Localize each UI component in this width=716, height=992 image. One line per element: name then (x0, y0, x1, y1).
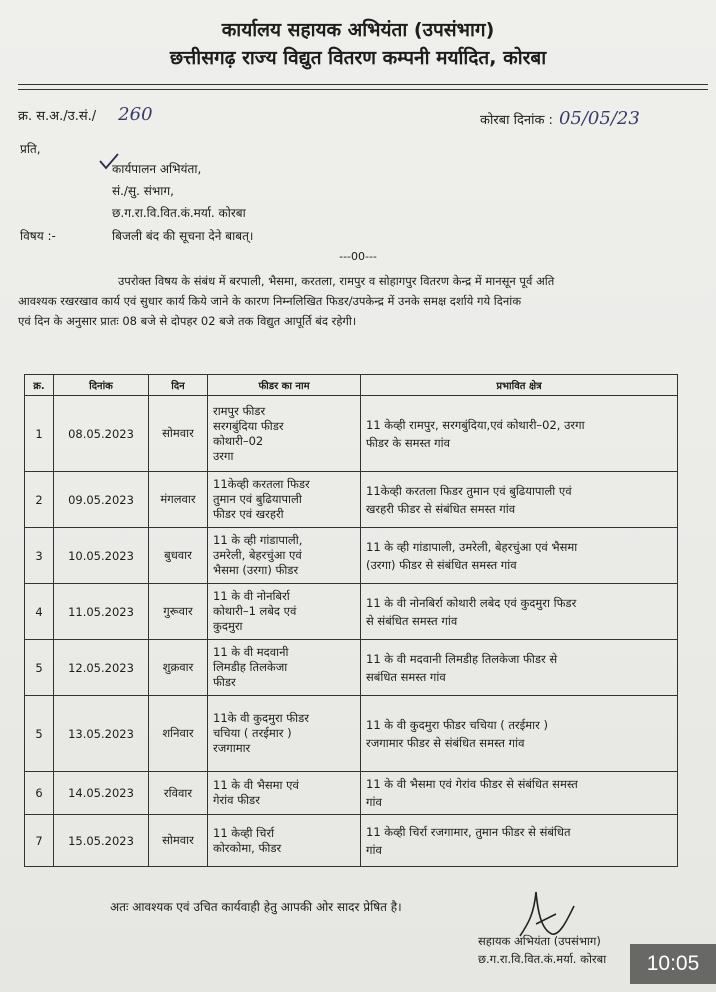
subject-label: विषय :- (20, 229, 56, 243)
row-affected-area (361, 696, 678, 772)
row-affected-area (361, 584, 678, 640)
feeder-line: 11 केव्ही चिर्रा (213, 825, 275, 840)
feeder-line: भैसमा (उरगा) फीडर (213, 563, 299, 577)
header-day: दिन (149, 375, 208, 396)
feeder-line: रामपुर फीडर (213, 403, 266, 418)
table-row (25, 696, 678, 772)
area-line: 11 के वी भैसमा एवं गेरांव फीडर से संबंधित समस्त (366, 777, 578, 791)
area-line: 11 के व्ही गांडापाली, उमरेली, बेहरचुंआ एवं भैसमा (366, 539, 578, 554)
feeder-line: लिमडीह तिलकेजा (213, 660, 288, 674)
addressee-line: सं./सु. संभाग, (112, 184, 174, 198)
row-feeder (208, 396, 361, 472)
area-line: (उरगा) फीडर से संबंधित समस्त गांव (366, 557, 517, 572)
row-sno: 2 (25, 472, 54, 528)
feeder-line: तुमान एवं बुढियापाली (213, 492, 302, 506)
table-row (25, 640, 678, 696)
feeder-line: 11 के वी मदवानी (213, 645, 289, 659)
addressee-line: छ.ग.रा.वि.वित.कं.मर्या. कोरबा (112, 206, 246, 220)
feeder-line: 11 के वी भैसमा एवं (213, 778, 299, 792)
table-row (25, 584, 678, 640)
area-line: सबंधित समस्त गांव (366, 669, 446, 684)
feeder-line: उरगा (213, 448, 234, 463)
reference-number: 260 (118, 104, 153, 125)
header-affected-area: प्रभावित क्षेत्र (361, 375, 678, 396)
row-feeder (208, 696, 361, 772)
feeder-line: 11के वी कुदमुरा फीडर (213, 711, 310, 725)
feeder-line: रजगामार (213, 741, 251, 755)
row-day: रविवार (149, 772, 208, 815)
feeder-line: कोथारी–1 लबेद एवं (213, 604, 297, 618)
row-day: मंगलवार (149, 472, 208, 528)
feeder-line: सरगबुंदिया फीडर (213, 418, 284, 433)
row-affected-area (361, 472, 678, 528)
area-line: 11 केव्ही चिर्रा रजगामार, तुमान फीडर से संबंधित (366, 824, 571, 839)
row-day: सोमवार (149, 396, 208, 472)
addressee-line: कार्यपालन अभियंता, (112, 162, 202, 176)
row-feeder (208, 528, 361, 584)
table-row (25, 528, 678, 584)
area-line: 11 के वी कुदमुरा फीडर चचिया ( तरईमार ) (366, 717, 548, 732)
signatory-office: छ.ग.रा.वि.वित.कं.मर्या. कोरबा (478, 952, 607, 966)
area-line: गांव (366, 795, 382, 809)
row-day: सोमवार (149, 815, 208, 867)
row-affected-area (361, 640, 678, 696)
area-line: 11 के वी मदवानी लिमडीह तिलकेजा फीडर से (366, 651, 558, 666)
row-affected-area (361, 772, 678, 815)
row-date: 08.05.2023 (54, 396, 149, 472)
row-affected-area (361, 396, 678, 472)
feeder-line: फीडर (213, 675, 236, 689)
row-date: 11.05.2023 (54, 584, 149, 640)
feeder-line: 11 के व्ही गांडापाली, (213, 533, 303, 547)
date-line (480, 108, 640, 129)
row-sno: 5 (25, 640, 54, 696)
row-date: 15.05.2023 (54, 815, 149, 867)
row-date: 13.05.2023 (54, 696, 149, 772)
row-sno: 4 (25, 584, 54, 640)
body-line: आवश्यक रखरखाव कार्य एवं सुधार कार्य किये जाने के कारण निम्नलिखित फिडर/उपकेन्द्र में उनके समक्ष दर्शाये गये दिनांक (18, 294, 522, 308)
area-line: फीडर के समस्त गांव (366, 435, 451, 450)
row-feeder (208, 472, 361, 528)
table-row (25, 772, 678, 815)
area-line: गांव (366, 842, 382, 857)
separator: ---00--- (339, 250, 377, 263)
feeder-line: कोरकोमा, फीडर (213, 840, 282, 855)
subject-text: बिजली बंद की सूचना देने बाबत्। (112, 229, 254, 243)
area-line: 11 के वी नोनबिर्रा कोथारी लबेद एवं कुदमुरा फिडर (366, 595, 577, 610)
row-feeder (208, 640, 361, 696)
row-sno: 1 (25, 396, 54, 472)
reference-line (18, 104, 153, 125)
letter-date: 05/05/23 (558, 108, 640, 129)
row-feeder (208, 584, 361, 640)
row-sno: 3 (25, 528, 54, 584)
table-row (25, 815, 678, 867)
company-title: छत्तीसगढ़ राज्य विद्युत वितरण कम्पनी मर्यादित, कोरबा (169, 47, 547, 69)
closing-line: अतः आवश्यक एवं उचित कार्यवाही हेतु आपकी ओर सादर प्रेषित है। (110, 900, 402, 914)
header-rule (18, 84, 708, 85)
row-date: 10.05.2023 (54, 528, 149, 584)
table-row (25, 396, 678, 472)
reference-label: क्र. स.अ./उ.सं./ (18, 109, 97, 124)
addressee-prefix: प्रति, (20, 142, 41, 156)
body-line: एवं दिन के अनुसार प्रातः 08 बजे से दोपहर 02 बजे तक विद्युत आपूर्ति बंद रहेगी। (18, 314, 357, 328)
date-label: कोरबा दिनांक : (480, 113, 553, 128)
table-row (25, 472, 678, 528)
header-feeder: फीडर का नाम (208, 375, 361, 396)
area-line: 11केव्ही करतला फिडर तुमान एवं बुढियापाली एवं (366, 483, 572, 498)
header-rule-second (18, 89, 708, 90)
row-day: बुधवार (149, 528, 208, 584)
area-line: रजगामार फीडर से संबंधित समस्त गांव (366, 735, 525, 750)
row-day: शुक्रवार (149, 640, 208, 696)
row-day: शनिवार (149, 696, 208, 772)
shutdown-schedule-table (24, 374, 678, 867)
row-sno: 7 (25, 815, 54, 867)
row-sno: 5 (25, 696, 54, 772)
status-clock: 10:05 (630, 944, 716, 984)
office-title: कार्यालय सहायक अभियंता (उपसंभाग) (221, 19, 495, 41)
feeder-line: कुदमुरा (213, 619, 243, 633)
feeder-line: फीडर एवं खरहरी (213, 507, 284, 521)
row-feeder (208, 815, 361, 867)
table-header-row (25, 375, 678, 396)
feeder-line: कोथारी–02 (213, 433, 264, 448)
body-line: उपरोक्त विषय के संबंध में बरपाली, भैसमा, करतला, रामपुर व सोहागपुर वितरण केन्द्र में मानसून पूर्व अति (118, 274, 555, 288)
area-line: 11 केव्ही रामपुर, सरगबुंदिया,एवं कोथारी–02, उरगा (366, 417, 585, 432)
row-day: गुरूवार (149, 584, 208, 640)
row-feeder (208, 772, 361, 815)
feeder-line: 11 के वी नोनबिर्रा (213, 589, 290, 603)
feeder-line: गेरांव फीडर (213, 793, 260, 807)
feeder-line: 11केव्ही करतला फिडर (213, 477, 310, 491)
row-affected-area (361, 528, 678, 584)
row-sno: 6 (25, 772, 54, 815)
row-date: 09.05.2023 (54, 472, 149, 528)
row-date: 12.05.2023 (54, 640, 149, 696)
row-date: 14.05.2023 (54, 772, 149, 815)
row-affected-area (361, 815, 678, 867)
feeder-line: चचिया ( तरईमार ) (213, 726, 292, 740)
body-paragraph (18, 271, 716, 331)
feeder-line: उमरेली, बेहरचुंआ एवं (213, 548, 302, 562)
area-line: खरहरी फीडर से संबंधित समस्त गांव (366, 501, 516, 516)
area-line: से संबंधित समस्त गांव (366, 613, 458, 628)
header-date: दिनांक (54, 375, 149, 396)
signatory-designation: सहायक अभियंता (उपसंभाग) (478, 934, 601, 948)
header-sno: क्र. (25, 375, 54, 396)
